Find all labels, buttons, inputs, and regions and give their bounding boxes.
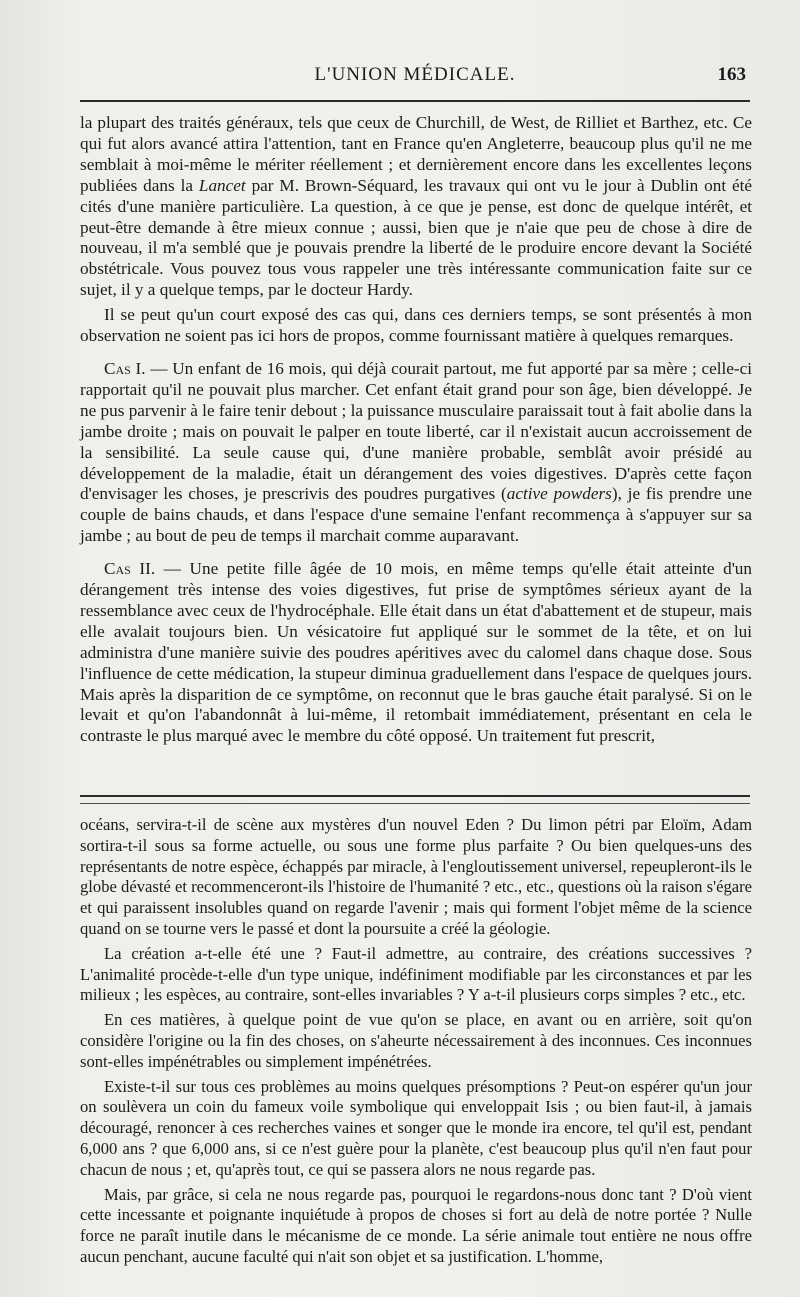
paragraph-text: par M. Brown-Séquard, les travaux qui ont vu le jour à Dublin ont été cités d'une manière particulière. La question, à ce que je pense, est donc de quelque intérêt, et peut-être demande à être mieux connue ; aussi, bien que je n'aie que peu de chose à dire de nouveau, il m'a semblé que je pouvais prendre la liberté de le produire encore devant la Société obstétricale. Vous pouvez tous vous rappeler une très intéressante communication faite sur ce sujet, il y a quelque temps, par le docteur Hardy.	[80, 175, 753, 300]
feuilleton-divider	[80, 795, 750, 804]
paragraph: Existe-t-il sur tous ces problèmes au moins quelques présomptions ? Peut-on espérer qu'un jour on soulèvera un coin du fameux voile symbolique qui enveloppait Isis ; ou bien faut-il, à jamais découragé, renoncer à ces recherches vaines et songer que le monde ira encore, tel qu'il est, pendant 6,000 ans ? que 6,000 ans, si ce n'est guère pour la planète, c'est beaucoup plus qu'il n'en faut pour chacun de nous ; et, qu'après tout, ce qui se passera alors ne nous regarde pas.	[80, 1076, 752, 1179]
case-1-italic: active powders	[506, 484, 612, 504]
paragraph	[80, 113, 752, 301]
paragraph: En ces matières, à quelque point de vue qu'on se place, en avant ou en arrière, soit qu'on considère l'origine ou la fin des choses, on s'aheurte nécessairement à des inconnues. Ces inconnues sont-elles impénétrables ou simplement impénétrées.	[80, 1010, 752, 1071]
feuilleton-text	[80, 815, 752, 1272]
paragraph: La création a-t-elle été une ? Faut-il admettre, au contraire, des créations successives ? L'animalité procède-t-elle d'un type unique, indéfiniment modifiable par les circonstances et par les milieux ; les espèces, au contraire, sont-elles invariables ? Y a-t-il plusieurs corps simples ? etc., etc.	[80, 943, 752, 1005]
paragraph-text: la plupart des traités généraux, tels que ceux de Churchill, de West, de Rilliet et Barthez, etc. Ce qui fut alors avancé attira l'attention, tant en France qu'en Angleterre, beaucoup plus qu'il ne me semblait à moi-même le mériter réellement ; et dernièrement encore dans les excellentes leçons publiées dans la	[80, 113, 752, 195]
paragraph: Mais, par grâce, si cela ne nous regarde pas, pourquoi le regardons-nous donc tant ? D'où vient cette incessante et poignante inquiétude à propos de choses si fort au delà de notre portée ? Nulle force ne paraît inutile dans le mécanisme de ce monde. La série animale tout entière ne nous offre aucun penchant, aucune faculté qui n'ait son objet et sa justification. L'homme,	[80, 1184, 752, 1266]
page-header	[78, 62, 752, 98]
case-1-paragraph	[80, 359, 752, 547]
case-1-label: Cas I.	[104, 358, 146, 378]
paragraph: océans, servira-t-il de scène aux mystères d'un nouvel Eden ? Du limon pétri par Eloïm, Adam sortira-t-il sous sa forme actuelle, ou sous une forme plus parfaite ? Ou bien quelques-uns des représentants de notre espèce, échappés par miracle, à l'engloutissement universel, repeupleront-ils le globe dévasté et recommenceront-ils l'histoire de l'humanité ? etc., etc., questions où la raison s'égare et qui paraissent insolubles quand on regarde l'avenir ; mais qui forment l'objet même de la science quand on se tourne vers le passé et dont la poursuite a créé la géologie.	[80, 815, 752, 938]
running-title: L'UNION MÉDICALE.	[314, 64, 516, 85]
case-1-text: — Un enfant de 16 mois, qui déjà courait partout, me fut apporté par sa mère ; celle-ci rapportait qu'il ne pouvait plus marcher. Cet enfant était grand pour son âge, bien développé. Je ne pus parvenir à le faire tenir debout ; la puissance musculaire paraissait tout à fait abolie dans la jambe droite ; mais on pouvait le palper en toute liberté, car il n'existait aucun accroissement de la sensibilité. La seule cause qui, d'une manière probable, semblât avoir présidé au développement de la maladie, était un dérangement des voies digestives. D'après cette façon d'envisager les choses, je prescrivis des poudres purgatives (	[80, 358, 753, 504]
header-rule	[80, 100, 750, 102]
case-2-paragraph	[80, 559, 752, 747]
case-2-label: Cas II.	[104, 559, 156, 579]
case-1-text-end: ), je fis prendre une couple de bains chauds, et dans l'espace d'une semaine l'enfant recommença à s'appuyer sur sa jambe ; au bout de peu de temps il marchait comme auparavant.	[80, 484, 752, 546]
journal-name-italic: Lancet	[198, 175, 246, 195]
case-2-text: — Une petite fille âgée de 10 mois, en même temps qu'elle était atteinte d'un dérangement très intense des voies digestives, fut prise de symptômes sérieux ayant de la ressemblance avec ceux de l'hydrocéphale. Elle était dans un état d'abattement et de stupeur, mais elle avalait toujours bien. Un vésicatoire fut appliqué sur le sommet de la tête, et on lui administra d'une manière suivie des poudres apéritives avec du calomel dans chaque dose. Sous l'influence de cette médication, la stupeur diminua graduellement dans l'espace de quelques jours. Mais après la disparition de ce symptôme, on reconnut que le bras gauche était paralysé. Si on le levait et qu'on l'abandonnât à lui-même, il retombait immédiatement, présentant en cela le contraste le plus marqué avec le membre du côté opposé. Un traitement fut prescrit,	[80, 559, 752, 746]
page-number: 163	[717, 64, 746, 85]
paragraph: Il se peut qu'un court exposé des cas qui, dans ces derniers temps, se sont présentés à mon observation ne soient pas ici hors de propos, comme fournissant matière à quelques remarques.	[80, 305, 752, 346]
main-article-text	[80, 113, 752, 751]
